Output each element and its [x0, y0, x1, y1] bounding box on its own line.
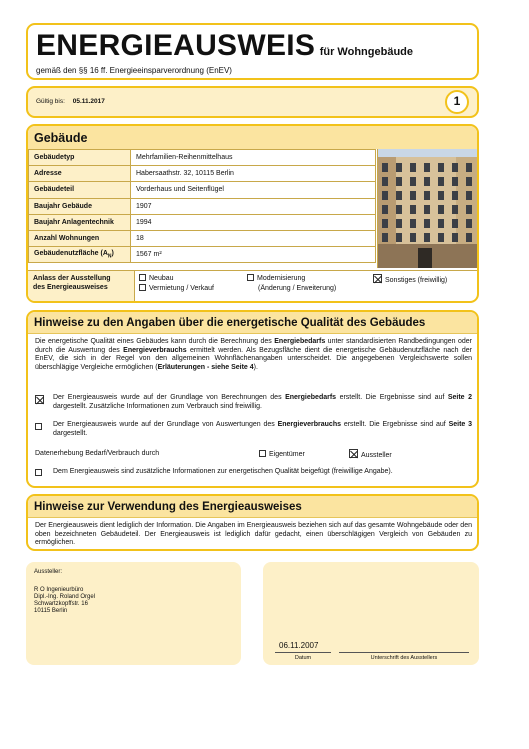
- checkbox-verbrauch[interactable]: [35, 423, 42, 430]
- document-subtitle: für Wohngebäude: [319, 46, 413, 58]
- usage-hints-text: Der Energieausweis dient lediglich der Information. Die Angaben im Energieausweis beziehen sich auf das gesamte Wohngebäude oder den oben bezeichneten Gebäudeteil. Der Energieausweis ist lediglich dafür gedacht, einen überschlägigen Vergleich von Gebäuden zu ermöglichen.: [35, 522, 472, 547]
- photo-window: [396, 233, 402, 242]
- building-photo: [377, 149, 479, 268]
- building-row-key: Baujahr Anlagentechnik: [29, 214, 131, 230]
- photo-window: [438, 205, 444, 214]
- building-row-value: 1567 m²: [131, 247, 376, 263]
- collection-row: [35, 450, 475, 457]
- checkbox-sonstiges[interactable]: [373, 274, 382, 283]
- checkbox-additional-info[interactable]: [35, 469, 42, 476]
- usage-hints-section: [26, 494, 479, 551]
- building-row-value: Mehrfamilien-Reihenmittelhaus: [131, 150, 376, 166]
- collection-label: Datenerhebung Bedarf/Verbrauch durch: [35, 450, 160, 457]
- option-neubau[interactable]: [139, 274, 214, 284]
- photo-window: [396, 219, 402, 228]
- signature-line: [339, 652, 469, 653]
- building-row: [29, 247, 376, 263]
- photo-window: [452, 219, 458, 228]
- photo-window: [410, 191, 416, 200]
- photo-window: [410, 219, 416, 228]
- photo-window: [382, 191, 388, 200]
- photo-window: [452, 163, 458, 172]
- option-sonstiges[interactable]: [373, 274, 447, 286]
- issuer-line: 10115 Berlin: [34, 608, 68, 614]
- issuer-box: [26, 562, 241, 665]
- photo-window: [452, 177, 458, 186]
- photo-window: [466, 219, 472, 228]
- date-label: Datum: [294, 655, 312, 661]
- building-row: [29, 214, 376, 230]
- photo-window: [410, 205, 416, 214]
- building-heading: Gebäude: [28, 126, 477, 149]
- photo-window: [466, 191, 472, 200]
- option-vermietung[interactable]: [139, 284, 214, 294]
- photo-window: [382, 163, 388, 172]
- issuer-option-label: Aussteller: [361, 452, 392, 459]
- photo-window: [410, 163, 416, 172]
- checkbox-issuer[interactable]: [349, 449, 358, 458]
- photo-window: [396, 191, 402, 200]
- document-title: ENERGIEAUSWEIS: [36, 29, 316, 62]
- reason-label-2: des Energieausweises: [33, 284, 108, 291]
- signature-label: Unterschrift des Ausstellers: [370, 655, 438, 661]
- photo-window: [438, 219, 444, 228]
- building-row: [29, 166, 376, 182]
- photo-window: [382, 205, 388, 214]
- date-line: [275, 652, 331, 653]
- verbrauch-text: Der Energieausweis wurde auf der Grundlage von Auswertungen des Energieverbrauchs erstellt. Die Ergebnisse sind auf Seite 3 dargestellt.: [53, 421, 473, 437]
- signature-box: [263, 562, 479, 665]
- photo-window: [452, 191, 458, 200]
- header-box: [26, 23, 479, 80]
- option-sonstiges-label: Sonstiges (freiwillig): [385, 277, 448, 284]
- option-vermietung-label: Vermietung / Verkauf: [149, 285, 214, 292]
- building-row-key: Gebäudetyp: [29, 150, 131, 166]
- photo-window: [424, 233, 430, 242]
- building-row: [29, 198, 376, 214]
- building-row-value: 1994: [131, 214, 376, 230]
- building-section: [26, 124, 479, 303]
- checkbox-neubau[interactable]: [139, 274, 146, 281]
- photo-window: [466, 233, 472, 242]
- validity-label: Gültig bis:: [36, 98, 65, 105]
- photo-window: [396, 163, 402, 172]
- photo-window: [452, 233, 458, 242]
- photo-window: [438, 163, 444, 172]
- checkbox-modernisierung[interactable]: [247, 274, 254, 281]
- photo-window: [382, 177, 388, 186]
- building-row-value: 18: [131, 230, 376, 246]
- photo-window: [424, 205, 430, 214]
- photo-window: [424, 219, 430, 228]
- building-row-key: Baujahr Gebäude: [29, 198, 131, 214]
- building-photo-image: [378, 149, 479, 268]
- additional-info-text: Dem Energieausweis sind zusätzliche Informationen zur energetischen Qualität beigefügt (freiwillige Angabe).: [53, 468, 393, 475]
- checkbox-owner[interactable]: [259, 450, 266, 457]
- reason-row: [28, 270, 479, 303]
- photo-window: [424, 191, 430, 200]
- photo-window: [382, 219, 388, 228]
- issuer-line: Dipl.-Ing. Roland Orgel: [34, 594, 96, 600]
- photo-window: [466, 177, 472, 186]
- option-modernisierung[interactable]: [247, 274, 336, 284]
- building-row-key: Gebäudenutzfläche $(A_N)$: [29, 247, 131, 263]
- building-row-value: Vorderhaus und Seitenflügel: [131, 182, 376, 198]
- building-row: [29, 150, 376, 166]
- building-table: [28, 149, 376, 263]
- issuer-line: R O Ingenieurbüro: [34, 587, 84, 593]
- checkbox-bedarf[interactable]: [35, 395, 44, 404]
- issuer-label: Aussteller:: [34, 569, 63, 575]
- signature-date: 06.11.2007: [279, 641, 319, 650]
- building-row-value: 1907: [131, 198, 376, 214]
- option-issuer[interactable]: [349, 449, 392, 459]
- photo-window: [438, 233, 444, 242]
- checkbox-vermietung[interactable]: [139, 284, 146, 291]
- page-number-badge: [445, 90, 469, 114]
- regulation-text: gemäß den §§ 16 ff. Energieeinsparverordnung (EnEV): [36, 66, 232, 75]
- photo-window: [424, 177, 430, 186]
- page-number: 1: [453, 94, 461, 108]
- building-row-key: Anzahl Wohnungen: [29, 230, 131, 246]
- usage-hints-heading: Hinweise zur Verwendung des Energieausweises: [28, 496, 477, 518]
- option-modernisierung-detail: (Änderung / Erweiterung): [258, 285, 337, 292]
- building-row-key: Adresse: [29, 166, 131, 182]
- photo-window: [438, 191, 444, 200]
- owner-label: Eigentümer: [269, 451, 305, 458]
- issuer-address: [34, 587, 95, 615]
- building-row-key: Gebäudeteil: [29, 182, 131, 198]
- photo-window: [466, 163, 472, 172]
- photo-window: [438, 177, 444, 186]
- quality-hints-heading: Hinweise zu den Angaben über die energetische Qualität des Gebäudes: [28, 312, 477, 334]
- building-row: [29, 230, 376, 246]
- bedarf-text: Der Energieausweis wurde auf der Grundlage von Berechnungen des Energiebedarfs erstellt. Die Ergebnisse sind auf Seite 2 dargestellt. Zusätzliche Informationen zum Verbrauch sind freiwillig.: [53, 394, 472, 410]
- validity-box: [26, 86, 479, 118]
- option-neubau-label: Neubau: [149, 275, 174, 282]
- validity-date: 05.11.2017: [72, 98, 105, 105]
- photo-window: [424, 163, 430, 172]
- option-modernisierung-label: Modernisierung: [257, 275, 306, 282]
- building-row-value: Habersaathstr. 32, 10115 Berlin: [131, 166, 376, 182]
- photo-window: [382, 233, 388, 242]
- photo-window: [466, 205, 472, 214]
- photo-window: [410, 177, 416, 186]
- building-row: [29, 182, 376, 198]
- quality-intro: Die energetische Qualität eines Gebäudes kann durch die Berechnung des Energiebedarfs unter standardisierten Randbedingungen oder durch die Auswertung des Energieverbrauchs ermittelt werden. Als Bezugsfläche dient die energetische Gebäudenutzfläche nach der EnEV, die sich in der Regel von den allgemeinen Wohnflächenangaben unterscheidet. Die angegebenen Vergleichswerte sollen überschlägige Vergleiche ermöglichen (Erläuterungen - siehe Seite 4).: [35, 338, 473, 371]
- issuer-line: Schwartzkopffstr. 16: [34, 601, 88, 607]
- photo-window: [396, 205, 402, 214]
- reason-label: Anlass der Ausstellung: [33, 275, 111, 282]
- quality-hints-section: [26, 310, 479, 488]
- photo-window: [452, 205, 458, 214]
- photo-window: [396, 177, 402, 186]
- photo-window: [410, 233, 416, 242]
- option-owner[interactable]: [259, 450, 305, 458]
